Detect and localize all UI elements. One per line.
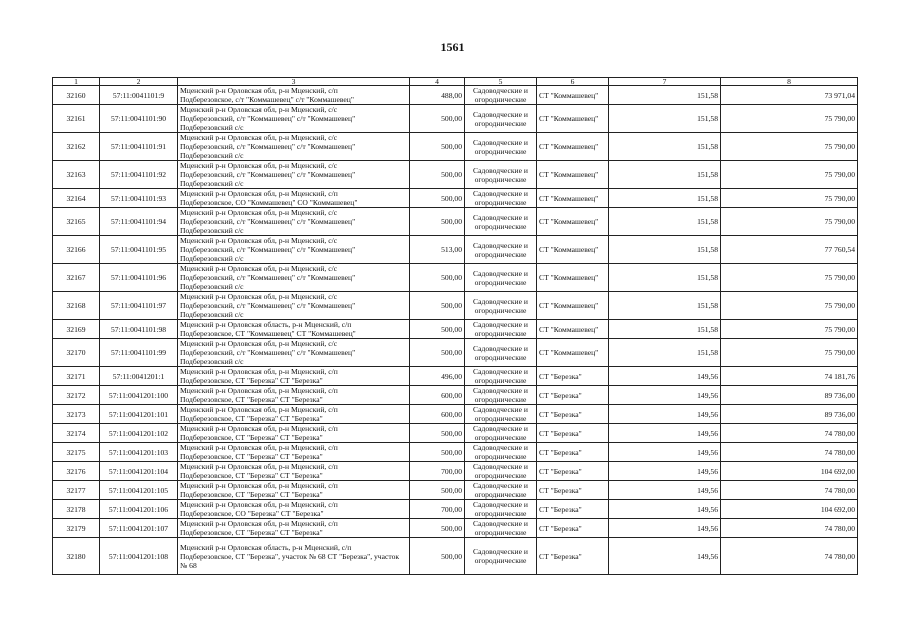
cadastral-number-cell: 57:11:0041101:94 bbox=[100, 208, 178, 236]
address-line: Мценский р-н Орловская обл, р-н Мценский, с/п bbox=[180, 443, 338, 452]
table-row bbox=[53, 320, 858, 339]
organization-cell: СТ "Коммашевец" bbox=[537, 339, 609, 367]
land-use-cell bbox=[465, 519, 537, 538]
address-line: Мценский р-н Орловская обл, р-н Мценский, с/п bbox=[180, 462, 338, 471]
land-use-line: огороднические bbox=[474, 433, 527, 442]
land-use-cell bbox=[465, 462, 537, 481]
address-cell bbox=[178, 86, 410, 105]
column-header: 7 bbox=[609, 78, 721, 86]
address-line: Подберезовский, с/т "Коммашевец" с/т "Коммашевец" bbox=[180, 217, 356, 226]
address-line: Подберезовское, СТ "Березка" СТ "Березка" bbox=[180, 395, 323, 404]
land-use-line: огороднические bbox=[474, 414, 527, 423]
specific-value-cell: 151,58 bbox=[609, 133, 721, 161]
land-use-cell bbox=[465, 208, 537, 236]
land-use-line: огороднические bbox=[474, 249, 527, 259]
land-use-line: Садоводческие и bbox=[473, 462, 528, 471]
area-cell: 700,00 bbox=[410, 500, 465, 519]
address-line: Мценский р-н Орловская обл, р-н Мценский, с/с bbox=[180, 105, 338, 114]
land-use-line: Садоводческие и bbox=[473, 547, 528, 556]
table-row bbox=[53, 292, 858, 320]
address-cell bbox=[178, 264, 410, 292]
cadastral-number-cell: 57:11:0041201:106 bbox=[100, 500, 178, 519]
address-line: Подберезовское, СТ "Березка" СТ "Березка" bbox=[180, 528, 323, 537]
record-number-cell: 32180 bbox=[53, 538, 100, 575]
organization-cell: СТ "Коммашевец" bbox=[537, 236, 609, 264]
area-cell: 500,00 bbox=[410, 339, 465, 367]
organization-cell: СТ "Коммашевец" bbox=[537, 86, 609, 105]
address-line: Подберезовское, СТ "Березка" СТ "Березка" bbox=[180, 490, 323, 499]
land-use-cell bbox=[465, 320, 537, 339]
table-row bbox=[53, 189, 858, 208]
specific-value-cell: 149,56 bbox=[609, 500, 721, 519]
page-number: 1561 bbox=[440, 40, 465, 54]
organization-cell: СТ "Березка" bbox=[537, 367, 609, 386]
land-use-line: огороднические bbox=[474, 118, 527, 128]
address-line: Мценский р-н Орловская обл, р-н Мценский, с/п bbox=[180, 189, 338, 198]
land-use-cell bbox=[465, 133, 537, 161]
address-line: Подберезовское, СО "Коммашевец" СО "Коммашевец" bbox=[180, 198, 358, 207]
address-cell bbox=[178, 367, 410, 386]
table-row bbox=[53, 462, 858, 481]
address-cell bbox=[178, 500, 410, 519]
organization-cell: СТ "Коммашевец" bbox=[537, 208, 609, 236]
table-row bbox=[53, 208, 858, 236]
address-line: Подберезовское, СТ "Березка" СТ "Березка" bbox=[180, 376, 323, 385]
area-cell: 500,00 bbox=[410, 133, 465, 161]
record-number-cell: 32175 bbox=[53, 443, 100, 462]
land-use-line: Садоводческие и bbox=[473, 165, 528, 175]
cadastral-value-cell: 77 760,54 bbox=[721, 236, 858, 264]
cadastral-value-cell: 75 790,00 bbox=[721, 133, 858, 161]
cadastral-number-cell: 57:11:0041101:97 bbox=[100, 292, 178, 320]
cadastral-number-cell: 57:11:0041201:104 bbox=[100, 462, 178, 481]
address-cell bbox=[178, 339, 410, 367]
address-line: Мценский р-н Орловская обл, р-н Мценский, с/с bbox=[180, 236, 338, 245]
land-use-cell bbox=[465, 538, 537, 575]
land-use-line: Садоводческие и bbox=[473, 268, 528, 278]
specific-value-cell: 151,58 bbox=[609, 86, 721, 105]
table-row bbox=[53, 481, 858, 500]
specific-value-cell: 149,56 bbox=[609, 367, 721, 386]
cadastral-number-cell: 57:11:0041101:92 bbox=[100, 161, 178, 189]
cadastral-value-cell: 75 790,00 bbox=[721, 264, 858, 292]
specific-value-cell: 149,56 bbox=[609, 424, 721, 443]
specific-value-cell: 149,56 bbox=[609, 462, 721, 481]
land-use-line: огороднические bbox=[474, 556, 527, 565]
cadastral-value-cell: 75 790,00 bbox=[721, 105, 858, 133]
cadastral-number-cell: 57:11:0041101:95 bbox=[100, 236, 178, 264]
address-line: № 68 bbox=[180, 560, 197, 570]
cadastral-value-cell: 73 971,04 bbox=[721, 86, 858, 105]
record-number-cell: 32172 bbox=[53, 386, 100, 405]
cadastral-value-cell: 89 736,00 bbox=[721, 386, 858, 405]
cadastral-value-cell: 74 780,00 bbox=[721, 538, 858, 575]
land-use-cell bbox=[465, 386, 537, 405]
land-use-cell bbox=[465, 161, 537, 189]
record-number-cell: 32169 bbox=[53, 320, 100, 339]
cadastral-number-cell: 57:11:0041101:93 bbox=[100, 189, 178, 208]
area-cell: 500,00 bbox=[410, 443, 465, 462]
organization-cell: СТ "Коммашевец" bbox=[537, 320, 609, 339]
organization-cell: СТ "Коммашевец" bbox=[537, 264, 609, 292]
record-number-cell: 32177 bbox=[53, 481, 100, 500]
specific-value-cell: 151,58 bbox=[609, 320, 721, 339]
organization-cell: СТ "Березка" bbox=[537, 462, 609, 481]
column-header: 6 bbox=[537, 78, 609, 86]
record-number-cell: 32171 bbox=[53, 367, 100, 386]
land-use-cell bbox=[465, 189, 537, 208]
land-use-line: Садоводческие и bbox=[473, 519, 528, 528]
address-line: Подберезовское, СТ "Березка" СТ "Березка" bbox=[180, 471, 323, 480]
specific-value-cell: 149,56 bbox=[609, 386, 721, 405]
cadastral-number-cell: 57:11:0041101:91 bbox=[100, 133, 178, 161]
address-line: Мценский р-н Орловская обл, р-н Мценский, с/п bbox=[180, 367, 338, 376]
cadastral-number-cell: 57:11:0041201:105 bbox=[100, 481, 178, 500]
column-header: 8 bbox=[721, 78, 858, 86]
area-cell: 500,00 bbox=[410, 481, 465, 500]
land-use-line: огороднические bbox=[474, 528, 527, 537]
land-use-line: Садоводческие и bbox=[473, 481, 528, 490]
land-use-line: огороднические bbox=[474, 198, 527, 207]
cadastral-value-cell: 75 790,00 bbox=[721, 320, 858, 339]
address-cell bbox=[178, 519, 410, 538]
address-line: Подберезовский с/с bbox=[180, 226, 244, 235]
cadastral-value-cell: 74 780,00 bbox=[721, 424, 858, 443]
area-cell: 500,00 bbox=[410, 424, 465, 443]
cadastral-number-cell: 57:11:0041201:100 bbox=[100, 386, 178, 405]
address-cell bbox=[178, 292, 410, 320]
land-use-line: Садоводческие и bbox=[473, 386, 528, 395]
table-row bbox=[53, 405, 858, 424]
address-line: Подберезовское, СТ "Березка" СТ "Березка" bbox=[180, 433, 323, 442]
land-use-line: Садоводческие и bbox=[473, 320, 528, 329]
table-row bbox=[53, 500, 858, 519]
land-use-line: Садоводческие и bbox=[473, 109, 528, 119]
cadastral-value-cell: 75 790,00 bbox=[721, 339, 858, 367]
address-line: Подберезовский, с/т "Коммашевец" с/т "Коммашевец" bbox=[180, 114, 356, 123]
cadastral-value-cell: 74 780,00 bbox=[721, 481, 858, 500]
area-cell: 500,00 bbox=[410, 292, 465, 320]
cadastral-value-cell: 74 780,00 bbox=[721, 519, 858, 538]
land-use-cell bbox=[465, 339, 537, 367]
organization-cell: СТ "Коммашевец" bbox=[537, 105, 609, 133]
land-use-line: огороднические bbox=[474, 490, 527, 499]
land-registry-table bbox=[52, 77, 858, 575]
land-use-line: Садоводческие и bbox=[473, 137, 528, 147]
land-use-cell bbox=[465, 424, 537, 443]
address-line: Подберезовский, с/т "Коммашевец" с/т "Коммашевец" bbox=[180, 301, 356, 310]
record-number-cell: 32167 bbox=[53, 264, 100, 292]
land-use-line: огороднические bbox=[474, 95, 527, 104]
land-use-cell bbox=[465, 500, 537, 519]
address-line: Мценский р-н Орловская обл, р-н Мценский, с/п bbox=[180, 386, 338, 395]
organization-cell: СТ "Березка" bbox=[537, 405, 609, 424]
area-cell: 600,00 bbox=[410, 405, 465, 424]
land-use-line: Садоводческие и bbox=[473, 405, 528, 414]
cadastral-value-cell: 75 790,00 bbox=[721, 292, 858, 320]
area-cell: 500,00 bbox=[410, 161, 465, 189]
land-use-cell bbox=[465, 236, 537, 264]
land-use-line: огороднические bbox=[474, 221, 527, 231]
land-use-cell bbox=[465, 86, 537, 105]
organization-cell: СТ "Березка" bbox=[537, 500, 609, 519]
column-header: 5 bbox=[465, 78, 537, 86]
cadastral-number-cell: 57:11:0041201:101 bbox=[100, 405, 178, 424]
area-cell: 600,00 bbox=[410, 386, 465, 405]
table-row bbox=[53, 161, 858, 189]
address-line: Мценский р-н Орловская область, р-н Мценский, с/п bbox=[180, 542, 352, 552]
address-line: Мценский р-н Орловская обл, р-н Мценский, с/с bbox=[180, 208, 338, 217]
area-cell: 500,00 bbox=[410, 189, 465, 208]
cadastral-number-cell: 57:11:0041201:102 bbox=[100, 424, 178, 443]
cadastral-number-cell: 57:11:0041101:99 bbox=[100, 339, 178, 367]
area-cell: 488,00 bbox=[410, 86, 465, 105]
address-line: Подберезовский с/с bbox=[180, 310, 244, 319]
record-number-cell: 32163 bbox=[53, 161, 100, 189]
organization-cell: СТ "Березка" bbox=[537, 424, 609, 443]
cadastral-number-cell: 57:11:0041101:98 bbox=[100, 320, 178, 339]
table-row bbox=[53, 105, 858, 133]
address-cell bbox=[178, 161, 410, 189]
record-number-cell: 32173 bbox=[53, 405, 100, 424]
land-use-line: Садоводческие и bbox=[473, 189, 528, 198]
cadastral-number-cell: 57:11:0041201:107 bbox=[100, 519, 178, 538]
land-use-line: огороднические bbox=[474, 146, 527, 156]
land-use-line: огороднические bbox=[474, 509, 527, 518]
address-line: Подберезовское, СТ "Коммашевец" СТ "Коммашевец" bbox=[180, 329, 356, 338]
land-use-line: Садоводческие и bbox=[473, 367, 528, 376]
land-use-cell bbox=[465, 481, 537, 500]
specific-value-cell: 149,56 bbox=[609, 443, 721, 462]
record-number-cell: 32178 bbox=[53, 500, 100, 519]
record-number-cell: 32168 bbox=[53, 292, 100, 320]
land-use-cell bbox=[465, 367, 537, 386]
land-use-line: огороднические bbox=[474, 452, 527, 461]
address-line: Мценский р-н Орловская обл, р-н Мценский, с/с bbox=[180, 133, 338, 142]
land-use-line: огороднические bbox=[474, 395, 527, 404]
land-use-line: Садоводческие и bbox=[473, 86, 528, 95]
organization-cell: СТ "Коммашевец" bbox=[537, 133, 609, 161]
cadastral-number-cell: 57:11:0041201:108 bbox=[100, 538, 178, 575]
land-use-line: Садоводческие и bbox=[473, 424, 528, 433]
address-line: Подберезовский с/с bbox=[180, 179, 244, 188]
organization-cell: СТ "Березка" bbox=[537, 519, 609, 538]
cadastral-value-cell: 74 780,00 bbox=[721, 443, 858, 462]
specific-value-cell: 151,58 bbox=[609, 339, 721, 367]
area-cell: 500,00 bbox=[410, 519, 465, 538]
address-line: Подберезовское, СТ "Березка" СТ "Березка" bbox=[180, 452, 323, 461]
address-line: Подберезовское, СО "Березка" СТ "Березка" bbox=[180, 509, 324, 518]
cadastral-number-cell: 57:11:0041201:103 bbox=[100, 443, 178, 462]
land-use-line: Садоводческие и bbox=[473, 212, 528, 222]
specific-value-cell: 151,58 bbox=[609, 189, 721, 208]
specific-value-cell: 151,58 bbox=[609, 208, 721, 236]
area-cell: 500,00 bbox=[410, 208, 465, 236]
table-row bbox=[53, 538, 858, 575]
address-line: Мценский р-н Орловская обл, р-н Мценский, с/с bbox=[180, 264, 338, 273]
address-cell bbox=[178, 443, 410, 462]
land-use-line: Садоводческие и bbox=[473, 343, 528, 353]
land-use-cell bbox=[465, 292, 537, 320]
cadastral-number-cell: 57:11:0041101:9 bbox=[100, 86, 178, 105]
cadastral-value-cell: 104 692,00 bbox=[721, 462, 858, 481]
address-line: Мценский р-н Орловская обл, р-н Мценский, с/п bbox=[180, 424, 338, 433]
address-cell bbox=[178, 105, 410, 133]
address-cell bbox=[178, 405, 410, 424]
address-cell bbox=[178, 538, 410, 575]
address-line: Подберезовский, с/т "Коммашевец" с/т "Коммашевец" bbox=[180, 273, 356, 282]
land-use-cell bbox=[465, 405, 537, 424]
table-row bbox=[53, 519, 858, 538]
address-line: Подберезовский с/с bbox=[180, 282, 244, 291]
table-row bbox=[53, 443, 858, 462]
land-use-line: огороднические bbox=[474, 376, 527, 385]
address-line: Мценский р-н Орловская обл, р-н Мценский, с/п bbox=[180, 500, 338, 509]
address-cell bbox=[178, 424, 410, 443]
area-cell: 500,00 bbox=[410, 320, 465, 339]
record-number-cell: 32176 bbox=[53, 462, 100, 481]
table-row bbox=[53, 264, 858, 292]
address-line: Подберезовский с/с bbox=[180, 254, 244, 263]
specific-value-cell: 149,56 bbox=[609, 405, 721, 424]
table-row bbox=[53, 386, 858, 405]
record-number-cell: 32161 bbox=[53, 105, 100, 133]
table-row bbox=[53, 86, 858, 105]
record-number-cell: 32165 bbox=[53, 208, 100, 236]
cadastral-number-cell: 57:11:0041101:90 bbox=[100, 105, 178, 133]
land-use-line: Садоводческие и bbox=[473, 296, 528, 306]
cadastral-value-cell: 89 736,00 bbox=[721, 405, 858, 424]
cadastral-number-cell: 57:11:0041201:1 bbox=[100, 367, 178, 386]
land-use-line: огороднические bbox=[474, 174, 527, 184]
column-header: 4 bbox=[410, 78, 465, 86]
address-cell bbox=[178, 386, 410, 405]
record-number-cell: 32160 bbox=[53, 86, 100, 105]
address-line: Мценский р-н Орловская область, р-н Мценский, с/п bbox=[180, 320, 352, 329]
specific-value-cell: 151,58 bbox=[609, 264, 721, 292]
land-use-cell bbox=[465, 105, 537, 133]
specific-value-cell: 149,56 bbox=[609, 538, 721, 575]
column-header: 2 bbox=[100, 78, 178, 86]
record-number-cell: 32179 bbox=[53, 519, 100, 538]
cadastral-value-cell: 75 790,00 bbox=[721, 189, 858, 208]
address-cell bbox=[178, 236, 410, 264]
land-use-line: огороднические bbox=[474, 329, 527, 338]
address-line: Мценский р-н Орловская обл, р-н Мценский, с/с bbox=[180, 292, 338, 301]
land-use-line: Садоводческие и bbox=[473, 500, 528, 509]
organization-cell: СТ "Коммашевец" bbox=[537, 189, 609, 208]
address-line: Подберезовский, с/т "Коммашевец" с/т "Коммашевец" bbox=[180, 170, 356, 179]
address-cell bbox=[178, 481, 410, 500]
address-cell bbox=[178, 133, 410, 161]
organization-cell: СТ "Березка" bbox=[537, 386, 609, 405]
table-row bbox=[53, 367, 858, 386]
cadastral-number-cell: 57:11:0041101:96 bbox=[100, 264, 178, 292]
specific-value-cell: 151,58 bbox=[609, 236, 721, 264]
organization-cell: СТ "Березка" bbox=[537, 481, 609, 500]
cadastral-value-cell: 104 692,00 bbox=[721, 500, 858, 519]
address-line: Подберезовский, с/т "Коммашевец" с/т "Коммашевец" bbox=[180, 142, 356, 151]
land-use-line: огороднические bbox=[474, 305, 527, 315]
address-line: Мценский р-н Орловская обл, р-н Мценский, с/п bbox=[180, 405, 338, 414]
address-cell bbox=[178, 320, 410, 339]
column-header: 3 bbox=[178, 78, 410, 86]
land-use-cell bbox=[465, 443, 537, 462]
specific-value-cell: 151,58 bbox=[609, 105, 721, 133]
area-cell: 500,00 bbox=[410, 264, 465, 292]
table-row bbox=[53, 236, 858, 264]
address-line: Мценский р-н Орловская обл, р-н Мценский, с/с bbox=[180, 339, 338, 348]
header-row bbox=[53, 78, 858, 86]
land-use-cell bbox=[465, 264, 537, 292]
area-cell: 496,00 bbox=[410, 367, 465, 386]
land-use-line: огороднические bbox=[474, 352, 527, 362]
address-line: Подберезовский с/с bbox=[180, 123, 244, 132]
column-header: 1 bbox=[53, 78, 100, 86]
organization-cell: СТ "Березка" bbox=[537, 538, 609, 575]
address-line: Подберезовский, с/т "Коммашевец" с/т "Коммашевец" bbox=[180, 245, 356, 254]
specific-value-cell: 149,56 bbox=[609, 481, 721, 500]
table-row bbox=[53, 133, 858, 161]
address-line: Мценский р-н Орловская обл, р-н Мценский, с/п bbox=[180, 481, 338, 490]
land-use-line: Садоводческие и bbox=[473, 443, 528, 452]
specific-value-cell: 151,58 bbox=[609, 161, 721, 189]
area-cell: 500,00 bbox=[410, 105, 465, 133]
address-line: Подберезовское, СТ "Березка", участок № 68 СТ "Березка", участок bbox=[180, 551, 400, 561]
address-cell bbox=[178, 208, 410, 236]
table-row bbox=[53, 339, 858, 367]
cadastral-value-cell: 74 181,76 bbox=[721, 367, 858, 386]
organization-cell: СТ "Коммашевец" bbox=[537, 161, 609, 189]
specific-value-cell: 149,56 bbox=[609, 519, 721, 538]
land-use-line: огороднические bbox=[474, 471, 527, 480]
record-number-cell: 32170 bbox=[53, 339, 100, 367]
address-line: Подберезовский с/с bbox=[180, 357, 244, 366]
table-row bbox=[53, 424, 858, 443]
area-cell: 700,00 bbox=[410, 462, 465, 481]
address-line: Мценский р-н Орловская обл, р-н Мценский, с/п bbox=[180, 519, 338, 528]
address-cell bbox=[178, 189, 410, 208]
address-line: Подберезовский, с/т "Коммашевец" с/т "Коммашевец" bbox=[180, 348, 356, 357]
address-line: Подберезовское, СТ "Березка" СТ "Березка" bbox=[180, 414, 323, 423]
record-number-cell: 32162 bbox=[53, 133, 100, 161]
organization-cell: СТ "Березка" bbox=[537, 443, 609, 462]
record-number-cell: 32166 bbox=[53, 236, 100, 264]
address-cell bbox=[178, 462, 410, 481]
area-cell: 513,00 bbox=[410, 236, 465, 264]
address-line: Мценский р-н Орловская обл, р-н Мценский, с/с bbox=[180, 161, 338, 170]
land-use-line: Садоводческие и bbox=[473, 240, 528, 250]
address-line: Подберезовское, с/т "Коммашевец" с/т "Коммашевец" bbox=[180, 95, 354, 104]
record-number-cell: 32174 bbox=[53, 424, 100, 443]
address-line: Мценский р-н Орловская обл, р-н Мценский, с/п bbox=[180, 86, 338, 95]
record-number-cell: 32164 bbox=[53, 189, 100, 208]
specific-value-cell: 151,58 bbox=[609, 292, 721, 320]
land-use-line: огороднические bbox=[474, 277, 527, 287]
address-line: Подберезовский с/с bbox=[180, 151, 244, 160]
cadastral-value-cell: 75 790,00 bbox=[721, 161, 858, 189]
organization-cell: СТ "Коммашевец" bbox=[537, 292, 609, 320]
cadastral-value-cell: 75 790,00 bbox=[721, 208, 858, 236]
area-cell: 500,00 bbox=[410, 538, 465, 575]
